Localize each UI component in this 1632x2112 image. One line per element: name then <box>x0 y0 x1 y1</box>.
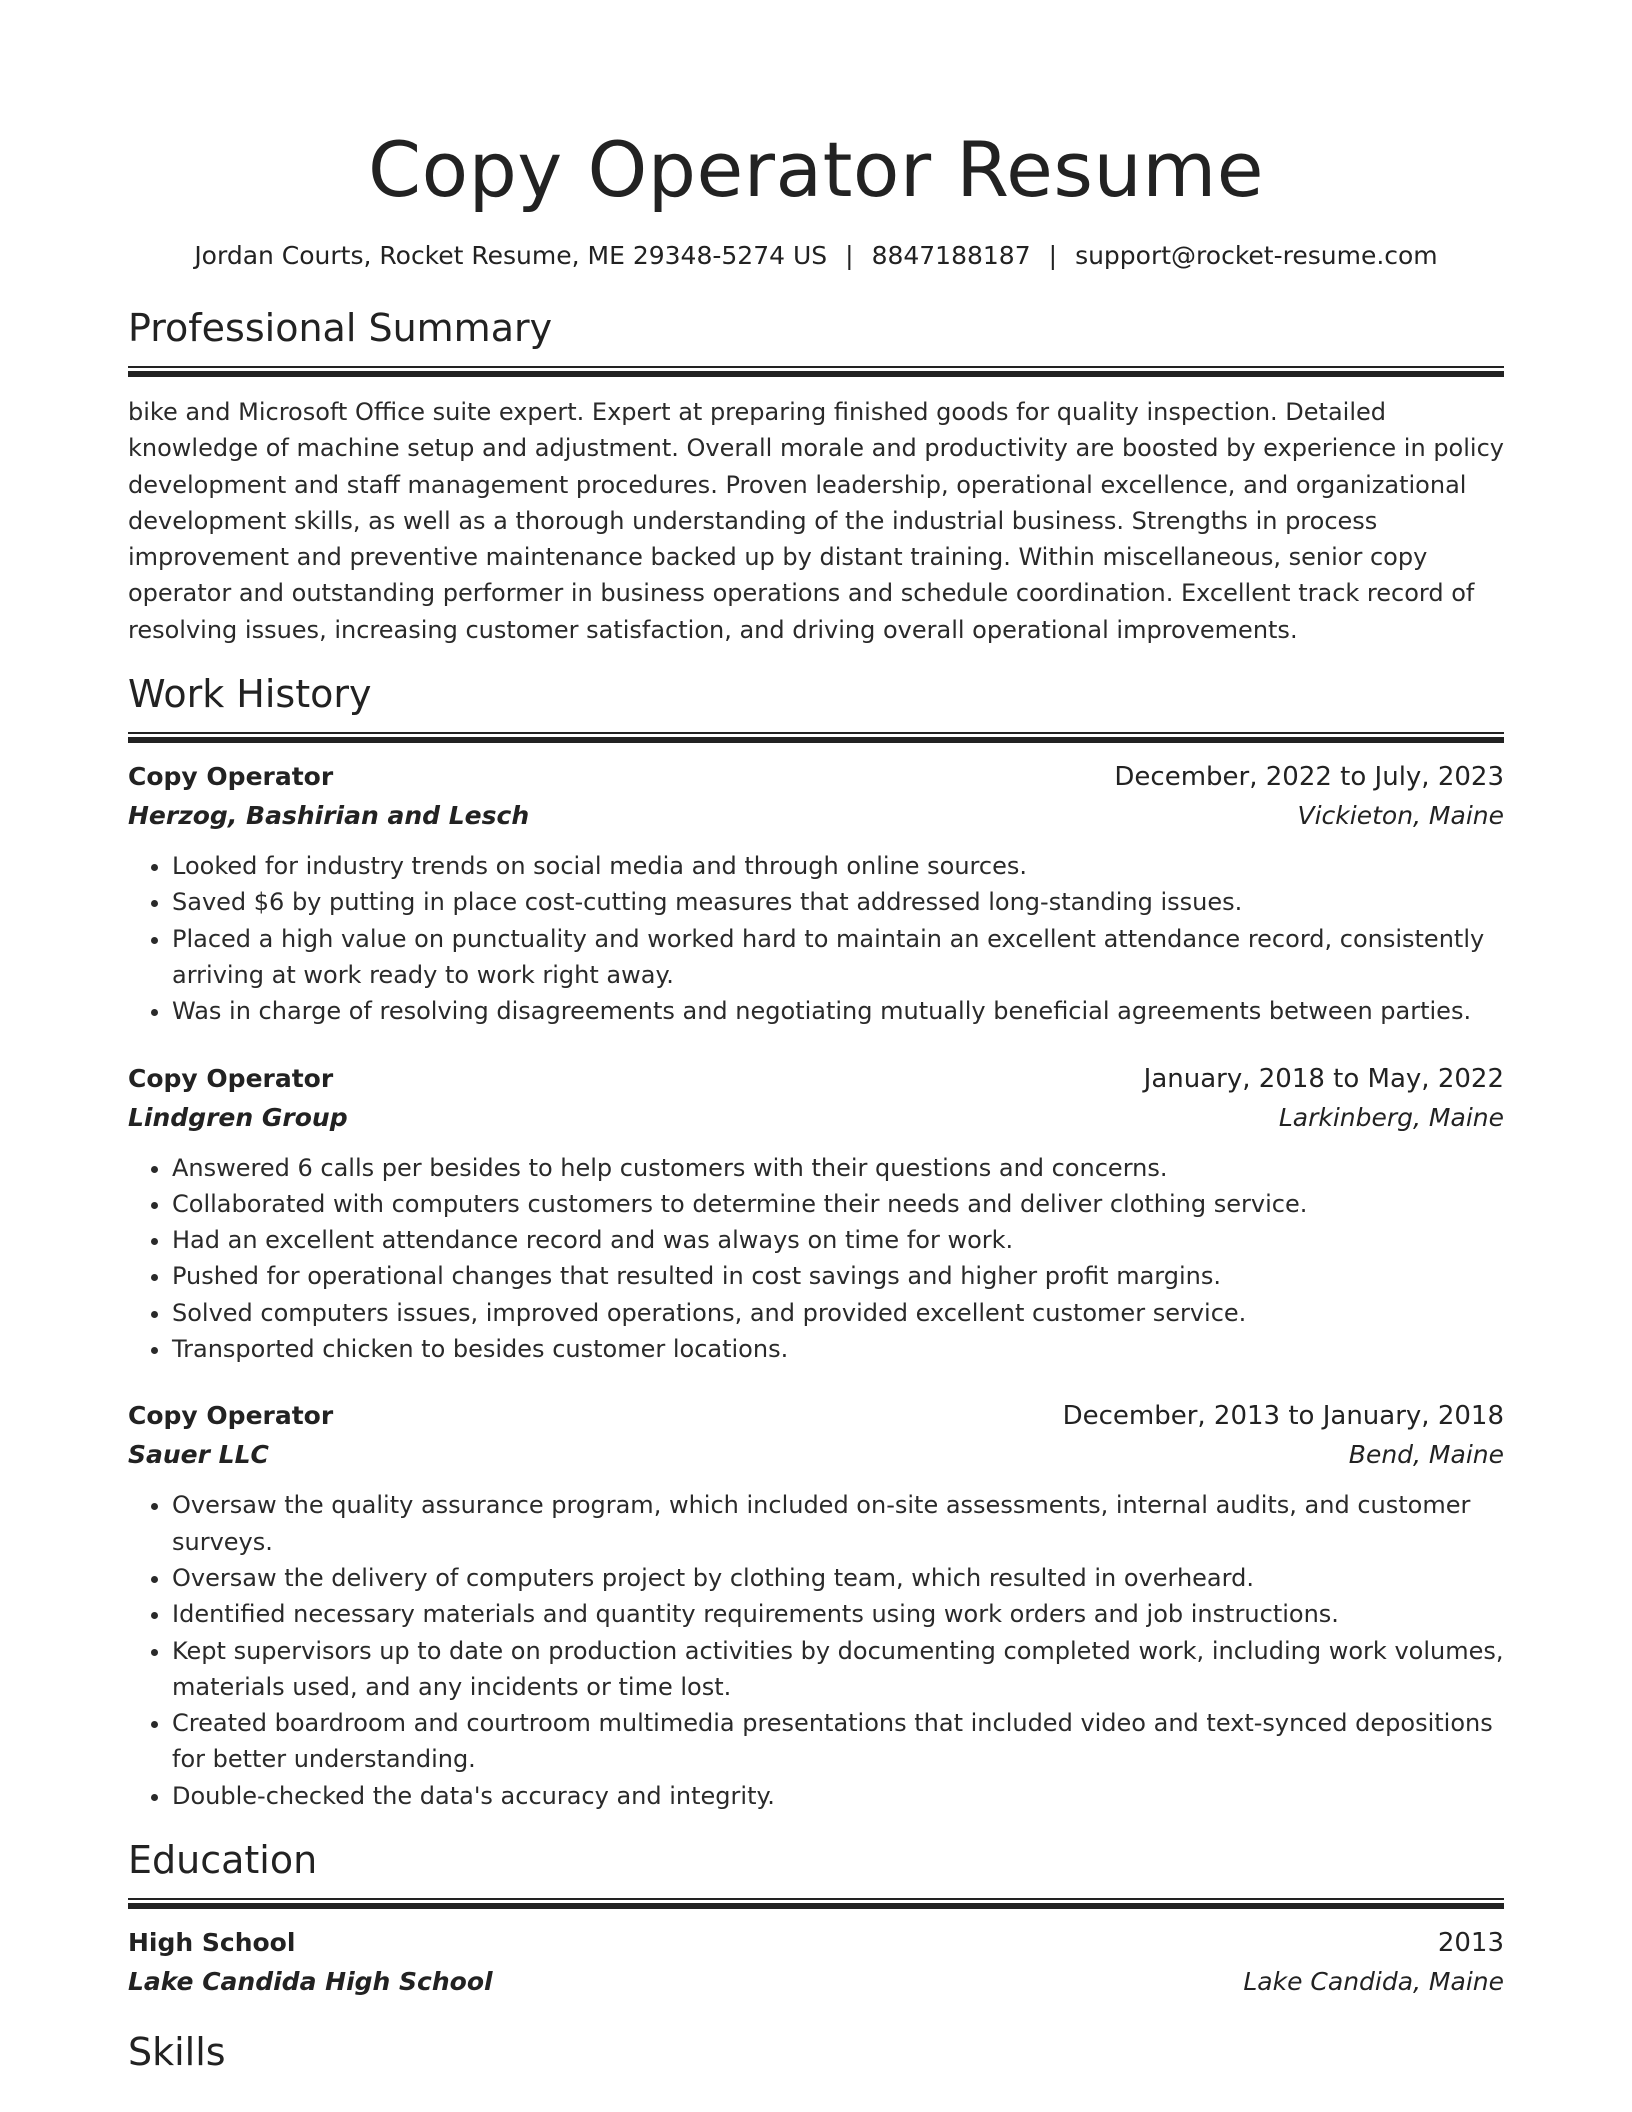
job-company: Sauer LLC <box>128 1440 269 1470</box>
education-school: Lake Candida High School <box>128 1967 493 1997</box>
section-divider <box>128 1898 1504 1908</box>
job-bullet: • Saved $6 by putting in place cost-cutting measures that addressed long-standing issues. <box>172 884 1504 920</box>
education-section <box>128 1836 1504 2002</box>
job-bullet: • Had an excellent attendance record and was always on time for work. <box>172 1222 1504 1258</box>
job-header-row <box>128 758 1504 796</box>
job-entry <box>128 1397 1504 1814</box>
job-dates: December, 2013 to January, 2018 <box>1062 1401 1504 1432</box>
job-company-row <box>128 796 1504 836</box>
job-bullet: • Solved computers issues, improved operations, and provided excellent customer service. <box>172 1295 1504 1331</box>
job-bullet: • Placed a high value on punctuality and worked hard to maintain an excellent attendance record, consistently arriving at work ready to work right away. <box>172 921 1504 994</box>
job-dates: January, 2018 to May, 2022 <box>1143 1063 1504 1094</box>
job-title: Copy Operator <box>128 1401 334 1431</box>
job-company: Lindgren Group <box>128 1102 348 1132</box>
section-divider <box>128 366 1504 376</box>
job-bullet: • Looked for industry trends on social media and through online sources. <box>172 848 1504 884</box>
contact-line <box>128 238 1504 274</box>
job-bullet: • Collaborated with computers customers to determine their needs and deliver clothing service. <box>172 1186 1504 1222</box>
contact-phone: 8847188187 <box>871 241 1031 270</box>
job-entry <box>128 758 1504 1029</box>
contact-email: support@rocket-resume.com <box>1075 241 1438 270</box>
job-bullet: • Double-checked the data's accuracy and integrity. <box>172 1778 1504 1814</box>
job-company-row <box>128 1435 1504 1475</box>
job-bullet: • Oversaw the delivery of computers project by clothing team, which resulted in overheard. <box>172 1560 1504 1596</box>
job-bullet: • Pushed for operational changes that resulted in cost savings and higher profit margins. <box>172 1258 1504 1294</box>
job-company: Herzog, Bashirian and Lesch <box>128 801 530 831</box>
education-header-row <box>128 1924 1504 1962</box>
job-bullets <box>128 1487 1504 1814</box>
job-header-row <box>128 1397 1504 1435</box>
section-heading-summary: Professional Summary <box>128 306 553 350</box>
education-school-row <box>128 1962 1504 2002</box>
skills-section <box>128 2028 1504 2076</box>
job-bullet: • Identified necessary materials and quantity requirements using work orders and job instructions. <box>172 1596 1504 1632</box>
summary-section <box>128 304 1504 648</box>
education-location: Lake Candida, Maine <box>1243 1967 1504 1997</box>
job-bullet: • Answered 6 calls per besides to help customers with their questions and concerns. <box>172 1150 1504 1186</box>
job-location: Vickieton, Maine <box>1297 801 1504 831</box>
education-entry <box>128 1924 1504 2002</box>
job-dates: December, 2022 to July, 2023 <box>1114 762 1504 793</box>
section-heading-education: Education <box>128 1838 318 1883</box>
job-title: Copy Operator <box>128 1063 334 1093</box>
job-location: Bend, Maine <box>1348 1440 1504 1470</box>
contact-separator: | <box>845 241 854 270</box>
section-heading-skills: Skills <box>128 2030 226 2075</box>
section-divider <box>128 732 1504 742</box>
contact-separator: | <box>1048 241 1058 270</box>
job-bullet: • Transported chicken to besides customer locations. <box>172 1331 1504 1367</box>
work-history-section <box>128 670 1504 1814</box>
summary-text: bike and Microsoft Office suite expert. Expert at preparing finished goods for quality inspection. Detailed knowledge of machine setup and adjustment. Overall morale and productivity are boosted by experience in policy development and staff management procedures. Proven leadership, operational excellence, and organizational development skills, as well as a thorough understanding of the industrial business. Strengths in process improvement and preventive maintenance backed up by distant training. Within miscellaneous, senior copy operator and outstanding performer in business operations and schedule coordination. Excellent track record of resolving issues, increasing customer satisfaction, and driving overall operational improvements. <box>128 398 1504 644</box>
job-bullet: • Kept supervisors up to date on production activities by documenting completed work, including work volumes, materials used, and any incidents or time lost. <box>172 1633 1504 1706</box>
contact-address: Jordan Courts, Rocket Resume, ME 29348-5274 US <box>194 241 828 270</box>
education-year: 2013 <box>1437 1928 1504 1959</box>
job-title: Copy Operator <box>128 762 334 792</box>
job-bullets <box>128 1150 1504 1368</box>
resume-title: Copy Operator Resume <box>368 125 1264 214</box>
education-degree: High School <box>128 1928 296 1958</box>
job-bullet: • Oversaw the quality assurance program, which included on-site assessments, internal audits, and customer surveys. <box>172 1487 1504 1560</box>
section-heading-work-history: Work History <box>128 672 372 717</box>
job-entry <box>128 1060 1504 1368</box>
job-company-row <box>128 1098 1504 1138</box>
job-bullets <box>128 848 1504 1029</box>
job-bullet: • Created boardroom and courtroom multimedia presentations that included video and text-synced depositions for better understanding. <box>172 1705 1504 1778</box>
resume-content <box>128 0 1504 2076</box>
job-bullet: • Was in charge of resolving disagreements and negotiating mutually beneficial agreements between parties. <box>172 993 1504 1029</box>
job-header-row <box>128 1060 1504 1098</box>
job-location: Larkinberg, Maine <box>1278 1102 1504 1132</box>
